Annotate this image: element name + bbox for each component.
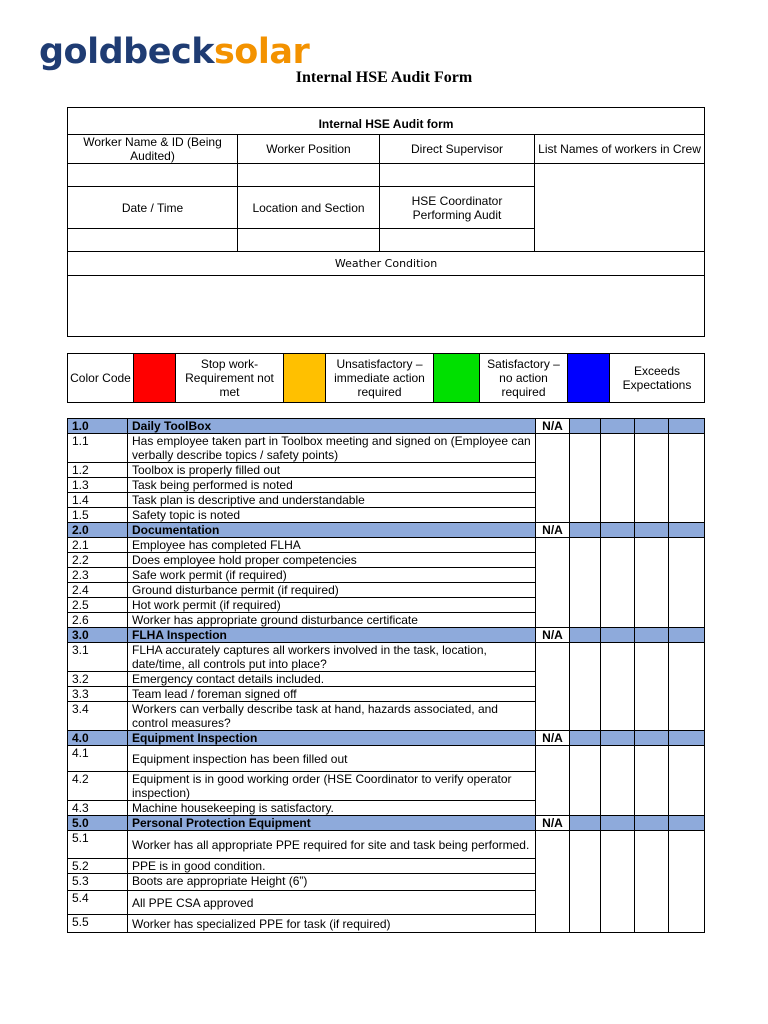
yellow-rating-cell[interactable]: [601, 831, 635, 933]
logo-part-2: solar: [213, 32, 310, 72]
item-number: 1.4: [68, 493, 128, 508]
section-number: 2.0: [68, 523, 128, 538]
yellow-rating-cell[interactable]: [601, 538, 635, 628]
item-number: 4.1: [68, 746, 128, 772]
blue-rating-cell[interactable]: [669, 538, 705, 628]
location-section-label: Location and Section: [238, 187, 380, 229]
green-column-header: [635, 523, 669, 538]
green-column-header: [635, 816, 669, 831]
blue-rating-cell[interactable]: [669, 643, 705, 731]
yellow-column-header: [601, 523, 635, 538]
red-column-header: [570, 816, 601, 831]
red-rating-cell[interactable]: [570, 643, 601, 731]
item-description: Ground disturbance permit (if required): [128, 583, 536, 598]
green-column-header: [635, 419, 669, 434]
yellow-rating-cell[interactable]: [601, 434, 635, 523]
yellow-column-header: [601, 731, 635, 746]
item-description: Equipment inspection has been filled out: [128, 746, 536, 772]
item-description: PPE is in good condition.: [128, 859, 536, 874]
item-number: 1.5: [68, 508, 128, 523]
section-number: 5.0: [68, 816, 128, 831]
checklist-item-row: [68, 434, 705, 463]
na-rating-cell[interactable]: [536, 643, 570, 731]
na-rating-cell[interactable]: [536, 538, 570, 628]
green-rating-cell[interactable]: [635, 538, 669, 628]
item-number: 4.2: [68, 772, 128, 801]
na-column-header: N/A: [536, 419, 570, 434]
red-column-header: [570, 731, 601, 746]
section-title: Equipment Inspection: [128, 731, 536, 746]
item-number: 2.3: [68, 568, 128, 583]
document-title: Internal HSE Audit Form: [295, 69, 473, 86]
legend-label: Color Code: [68, 354, 134, 403]
section-header-row: [68, 419, 705, 434]
logo-part-1: goldbeck: [39, 32, 214, 72]
color-code-legend: [67, 353, 705, 403]
checklist-item-row: [68, 538, 705, 553]
hse-coordinator-label: HSE Coordinator Performing Audit: [380, 187, 535, 229]
red-swatch: [134, 354, 176, 403]
item-number: 2.4: [68, 583, 128, 598]
item-description: Safe work permit (if required): [128, 568, 536, 583]
blue-swatch: [568, 354, 610, 403]
green-column-header: [635, 731, 669, 746]
red-rating-cell[interactable]: [570, 434, 601, 523]
yellow-column-header: [601, 816, 635, 831]
item-description: Emergency contact details included.: [128, 672, 536, 687]
blue-column-header: [669, 523, 705, 538]
item-number: 1.3: [68, 478, 128, 493]
form-title: Internal HSE Audit form: [68, 108, 705, 135]
item-number: 3.4: [68, 702, 128, 731]
section-header-row: [68, 816, 705, 831]
item-description: FLHA accurately captures all workers involved in the task, location, date/time, all controls put into place?: [128, 643, 536, 672]
hse-coordinator-field[interactable]: [380, 229, 535, 252]
yellow-column-header: [601, 419, 635, 434]
section-header-row: [68, 731, 705, 746]
section-title: Documentation: [128, 523, 536, 538]
item-number: 2.6: [68, 613, 128, 628]
green-swatch: [434, 354, 480, 403]
item-description: Task being performed is noted: [128, 478, 536, 493]
direct-supervisor-label: Direct Supervisor: [380, 135, 535, 164]
location-section-field[interactable]: [238, 229, 380, 252]
section-number: 4.0: [68, 731, 128, 746]
legend-exceeds: Exceeds Expectations: [610, 354, 705, 403]
green-rating-cell[interactable]: [635, 434, 669, 523]
item-description: Team lead / foreman signed off: [128, 687, 536, 702]
red-column-header: [570, 523, 601, 538]
item-description: Hot work permit (if required): [128, 598, 536, 613]
item-description: Task plan is descriptive and understandable: [128, 493, 536, 508]
checklist-item-row: [68, 831, 705, 859]
section-header-row: [68, 523, 705, 538]
section-number: 1.0: [68, 419, 128, 434]
blue-column-header: [669, 816, 705, 831]
red-column-header: [570, 419, 601, 434]
green-column-header: [635, 628, 669, 643]
item-number: 3.1: [68, 643, 128, 672]
item-description: Boots are appropriate Height (6”): [128, 874, 536, 891]
red-column-header: [570, 628, 601, 643]
item-number: 3.3: [68, 687, 128, 702]
na-rating-cell[interactable]: [536, 746, 570, 816]
item-number: 5.1: [68, 831, 128, 859]
worker-name-label: Worker Name & ID (Being Audited): [68, 135, 238, 164]
na-rating-cell[interactable]: [536, 831, 570, 933]
blue-rating-cell[interactable]: [669, 434, 705, 523]
legend-unsatisfactory: Unsatisfactory – immediate action required: [326, 354, 434, 403]
yellow-rating-cell[interactable]: [601, 643, 635, 731]
item-number: 5.2: [68, 859, 128, 874]
item-number: 5.5: [68, 915, 128, 933]
item-number: 5.3: [68, 874, 128, 891]
na-column-header: N/A: [536, 816, 570, 831]
na-column-header: N/A: [536, 731, 570, 746]
item-description: Has employee taken part in Toolbox meeting and signed on (Employee can verbally describe topics / safety points): [128, 434, 536, 463]
weather-label: Weather Condition: [68, 252, 705, 276]
section-title: FLHA Inspection: [128, 628, 536, 643]
blue-column-header: [669, 628, 705, 643]
blue-column-header: [669, 419, 705, 434]
section-header-row: [68, 628, 705, 643]
item-number: 1.1: [68, 434, 128, 463]
item-description: Does employee hold proper competencies: [128, 553, 536, 568]
item-number: 2.5: [68, 598, 128, 613]
item-number: 5.4: [68, 891, 128, 915]
item-description: Safety topic is noted: [128, 508, 536, 523]
na-rating-cell[interactable]: [536, 434, 570, 523]
item-description: Worker has all appropriate PPE required for site and task being performed.: [128, 831, 536, 859]
worker-position-label: Worker Position: [238, 135, 380, 164]
direct-supervisor-field[interactable]: [380, 164, 535, 187]
company-logo: [39, 30, 309, 74]
date-time-field[interactable]: [68, 229, 238, 252]
legend-satisfactory: Satisfactory – no action required: [480, 354, 568, 403]
green-rating-cell[interactable]: [635, 831, 669, 933]
item-number: 3.2: [68, 672, 128, 687]
item-description: Toolbox is properly filled out: [128, 463, 536, 478]
blue-rating-cell[interactable]: [669, 746, 705, 816]
worker-name-field[interactable]: [68, 164, 238, 187]
red-rating-cell[interactable]: [570, 538, 601, 628]
checklist-item-row: [68, 643, 705, 672]
item-number: 1.2: [68, 463, 128, 478]
blue-rating-cell[interactable]: [669, 831, 705, 933]
section-title: Personal Protection Equipment: [128, 816, 536, 831]
crew-list-field[interactable]: [535, 164, 705, 252]
checklist-item-row: [68, 746, 705, 772]
red-rating-cell[interactable]: [570, 746, 601, 816]
weather-field[interactable]: [68, 276, 705, 337]
item-description: Workers can verbally describe task at hand, hazards associated, and control measures?: [128, 702, 536, 731]
section-number: 3.0: [68, 628, 128, 643]
red-rating-cell[interactable]: [570, 831, 601, 933]
legend-stop-work: Stop work-Requirement not met: [176, 354, 284, 403]
item-number: 4.3: [68, 801, 128, 816]
green-rating-cell[interactable]: [635, 746, 669, 816]
item-description: All PPE CSA approved: [128, 891, 536, 915]
section-title: Daily ToolBox: [128, 419, 536, 434]
na-column-header: N/A: [536, 523, 570, 538]
item-number: 2.2: [68, 553, 128, 568]
item-description: Worker has specialized PPE for task (if required): [128, 915, 536, 933]
item-description: Machine housekeeping is satisfactory.: [128, 801, 536, 816]
date-time-label: Date / Time: [68, 187, 238, 229]
blue-column-header: [669, 731, 705, 746]
na-column-header: N/A: [536, 628, 570, 643]
audit-info-table: [67, 107, 705, 337]
item-description: Worker has appropriate ground disturbance certificate: [128, 613, 536, 628]
yellow-column-header: [601, 628, 635, 643]
yellow-swatch: [284, 354, 326, 403]
item-description: Equipment is in good working order (HSE Coordinator to verify operator inspection): [128, 772, 536, 801]
green-rating-cell[interactable]: [635, 643, 669, 731]
crew-list-label: List Names of workers in Crew: [535, 135, 705, 164]
item-description: Employee has completed FLHA: [128, 538, 536, 553]
audit-checklist: [67, 418, 705, 933]
worker-position-field[interactable]: [238, 164, 380, 187]
item-number: 2.1: [68, 538, 128, 553]
yellow-rating-cell[interactable]: [601, 746, 635, 816]
